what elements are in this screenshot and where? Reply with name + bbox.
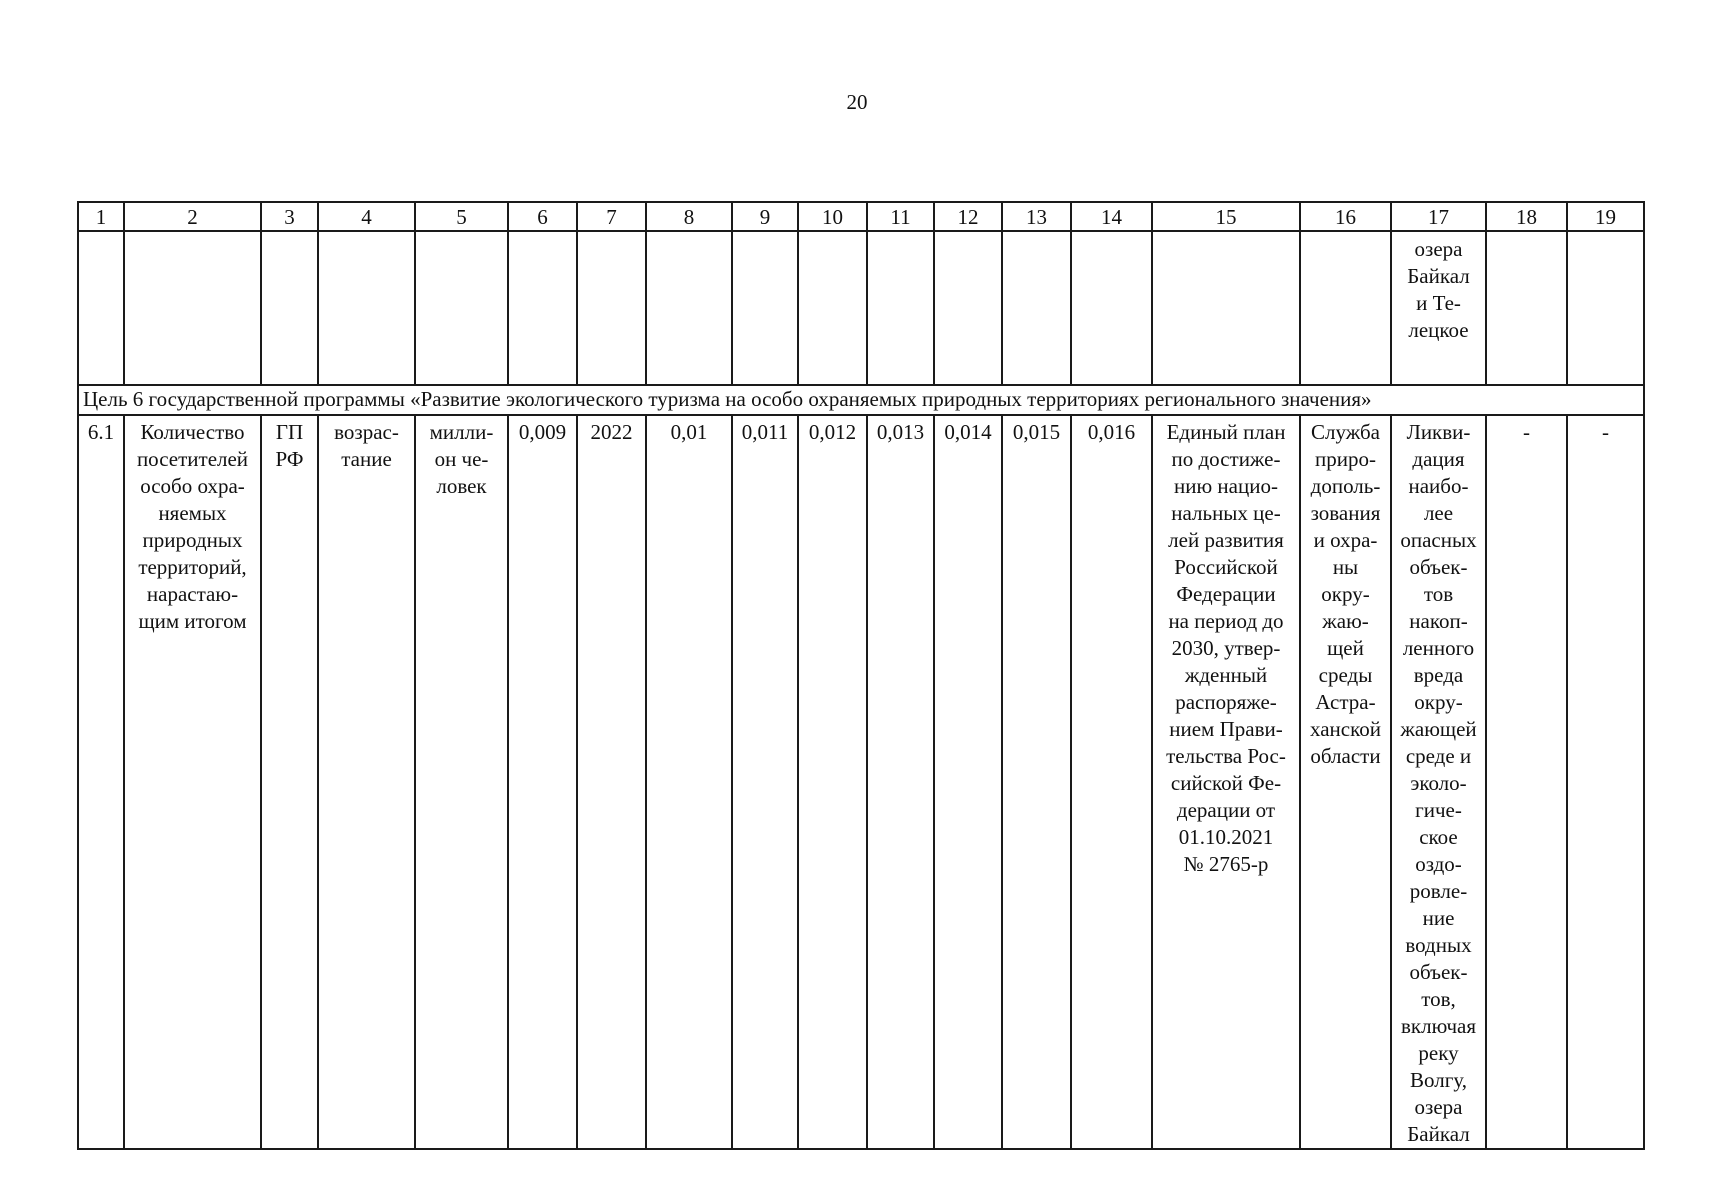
base-value: 0,009 — [508, 415, 577, 1149]
indicator-trend: возрас- тание — [318, 415, 415, 1149]
column-number: 15 — [1152, 202, 1300, 231]
table-cell — [934, 231, 1002, 385]
column-number: 7 — [577, 202, 646, 231]
table-cell — [415, 231, 508, 385]
col-18-value: - — [1486, 415, 1567, 1149]
table-cell — [124, 231, 261, 385]
carryover-row — [78, 231, 1644, 385]
goal-heading: Цель 6 государственной программы «Развитие экологического туризма на особо охраняемых природных территориях регионального значения» — [78, 385, 1644, 415]
value-col-8: 0,01 — [646, 415, 732, 1149]
column-number: 19 — [1567, 202, 1644, 231]
column-number: 16 — [1300, 202, 1391, 231]
table-cell — [867, 231, 934, 385]
value-col-11: 0,013 — [867, 415, 934, 1149]
column-number: 17 — [1391, 202, 1486, 231]
column-number-row — [78, 202, 1644, 231]
column-number: 9 — [732, 202, 798, 231]
table-cell — [1071, 231, 1152, 385]
table-cell — [508, 231, 577, 385]
value-col-12: 0,014 — [934, 415, 1002, 1149]
value-col-13: 0,015 — [1002, 415, 1071, 1149]
column-number: 10 — [798, 202, 867, 231]
carryover-linked-text: озера Байкал и Те- лецкое — [1391, 231, 1486, 385]
table-row — [78, 415, 1644, 1149]
reference-document: Единый план по достиже- нию нацио- нальных це- лей развития Российской Федерации на период до 2030, утвер- жденный распоряже- нием Прави- тельства Рос- сийской Фе- дерации от 01.10.2021 № 2765-р — [1152, 415, 1300, 1149]
indicator-level: ГП РФ — [261, 415, 318, 1149]
responsible-body: Служба приро- дополь- зования и охра- ны окру- жаю- щей среды Астра- ханской области — [1300, 415, 1391, 1149]
table-cell — [577, 231, 646, 385]
table-cell — [78, 231, 124, 385]
column-number: 1 — [78, 202, 124, 231]
table-cell — [1567, 231, 1644, 385]
column-number: 4 — [318, 202, 415, 231]
col-19-value: - — [1567, 415, 1644, 1149]
column-number: 2 — [124, 202, 261, 231]
table-cell — [1300, 231, 1391, 385]
indicator-name: Количество посетителей особо охра- няемых природных территорий, нарастаю- щим итогом — [124, 415, 261, 1149]
column-number: 12 — [934, 202, 1002, 231]
value-col-9: 0,011 — [732, 415, 798, 1149]
column-number: 5 — [415, 202, 508, 231]
linked-indicator: Ликви- дация наибо- лее опасных объек- тов накоп- ленного вреда окру- жающей среде и эколо- гиче- ское оздо- ровле- ние водных объек- тов, включая реку Волгу, озера Байкал — [1391, 415, 1486, 1149]
table-cell — [1002, 231, 1071, 385]
indicators-table — [77, 201, 1645, 1150]
indicator-number: 6.1 — [78, 415, 124, 1149]
column-number: 11 — [867, 202, 934, 231]
value-col-14: 0,016 — [1071, 415, 1152, 1149]
table-cell — [798, 231, 867, 385]
goal-heading-row — [78, 385, 1644, 415]
column-number: 8 — [646, 202, 732, 231]
column-number: 14 — [1071, 202, 1152, 231]
column-number: 18 — [1486, 202, 1567, 231]
table-cell — [318, 231, 415, 385]
unit-of-measure: милли- он че- ловек — [415, 415, 508, 1149]
table-cell — [1486, 231, 1567, 385]
table-cell — [261, 231, 318, 385]
table-cell — [1152, 231, 1300, 385]
column-number: 13 — [1002, 202, 1071, 231]
column-number: 3 — [261, 202, 318, 231]
table-cell — [732, 231, 798, 385]
page-number: 20 — [846, 90, 868, 114]
column-number: 6 — [508, 202, 577, 231]
base-year: 2022 — [577, 415, 646, 1149]
table-cell — [646, 231, 732, 385]
value-col-10: 0,012 — [798, 415, 867, 1149]
